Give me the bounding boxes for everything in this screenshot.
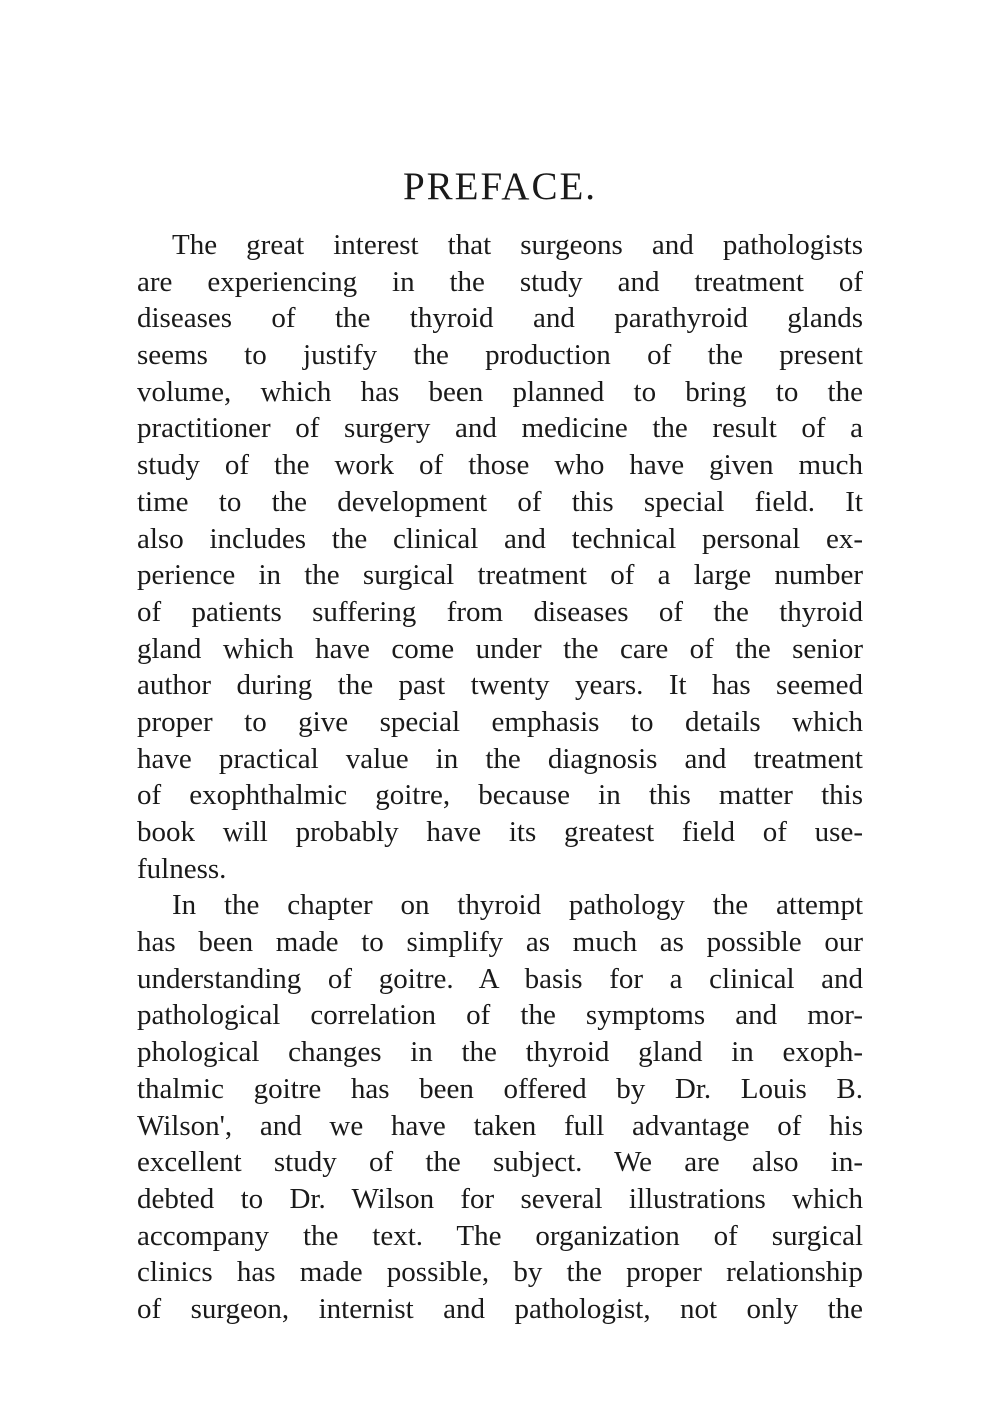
- text-line: perience in the surgical treatment of a large number: [137, 559, 863, 592]
- text-line: Wilson', and we have taken full advantage of his: [137, 1109, 863, 1142]
- text-line: book will probably have its greatest field of use-: [137, 816, 863, 848]
- text-line: excellent study of the subject. We are also in-: [137, 1146, 863, 1179]
- text-line: thalmic goitre has been offered by Dr. Louis B.: [137, 1072, 863, 1105]
- text-line: are experiencing in the study and treatment of: [137, 265, 863, 298]
- text-line: also includes the clinical and technical personal ex-: [137, 522, 863, 555]
- text-line: has been made to simplify as much as possible our: [137, 926, 863, 959]
- text-line: The great interest that surgeons and pathologists: [172, 229, 863, 261]
- text-line: of exophthalmic goitre, because in this matter this: [137, 779, 863, 812]
- text-line: proper to give special emphasis to details which: [137, 705, 863, 738]
- text-line: debted to Dr. Wilson for several illustrations which: [137, 1182, 863, 1215]
- text-line: of patients suffering from diseases of the thyroid: [137, 595, 863, 628]
- text-line: clinics has made possible, by the proper relationship: [137, 1256, 863, 1289]
- text-line: accompany the text. The organization of surgical: [137, 1219, 863, 1252]
- text-line: study of the work of those who have given much: [137, 449, 863, 482]
- text-line: diseases of the thyroid and parathyroid glands: [137, 302, 863, 335]
- text-line: gland which have come under the care of the senior: [137, 632, 863, 665]
- text-line: author during the past twenty years. It has seemed: [137, 669, 863, 702]
- text-line: of surgeon, internist and pathologist, not only the: [137, 1292, 863, 1325]
- text-line: seems to justify the production of the present: [137, 339, 863, 372]
- page-title: PREFACE.: [402, 165, 598, 208]
- text-line: volume, which has been planned to bring to the: [137, 375, 863, 408]
- text-line: understanding of goitre. A basis for a clinical and: [137, 962, 863, 995]
- text-line: practitioner of surgery and medicine the result of a: [137, 412, 863, 445]
- text-line: time to the development of this special field. It: [137, 485, 863, 518]
- text-line: pathological correlation of the symptoms and mor-: [137, 999, 863, 1032]
- text-line: have practical value in the diagnosis and treatment: [137, 742, 863, 775]
- text-line: In the chapter on thyroid pathology the attempt: [172, 889, 863, 922]
- text-line: phological changes in the thyroid gland in exoph-: [137, 1036, 863, 1069]
- text-line: fulness.: [137, 852, 227, 885]
- preface-body-text: [137, 227, 863, 1328]
